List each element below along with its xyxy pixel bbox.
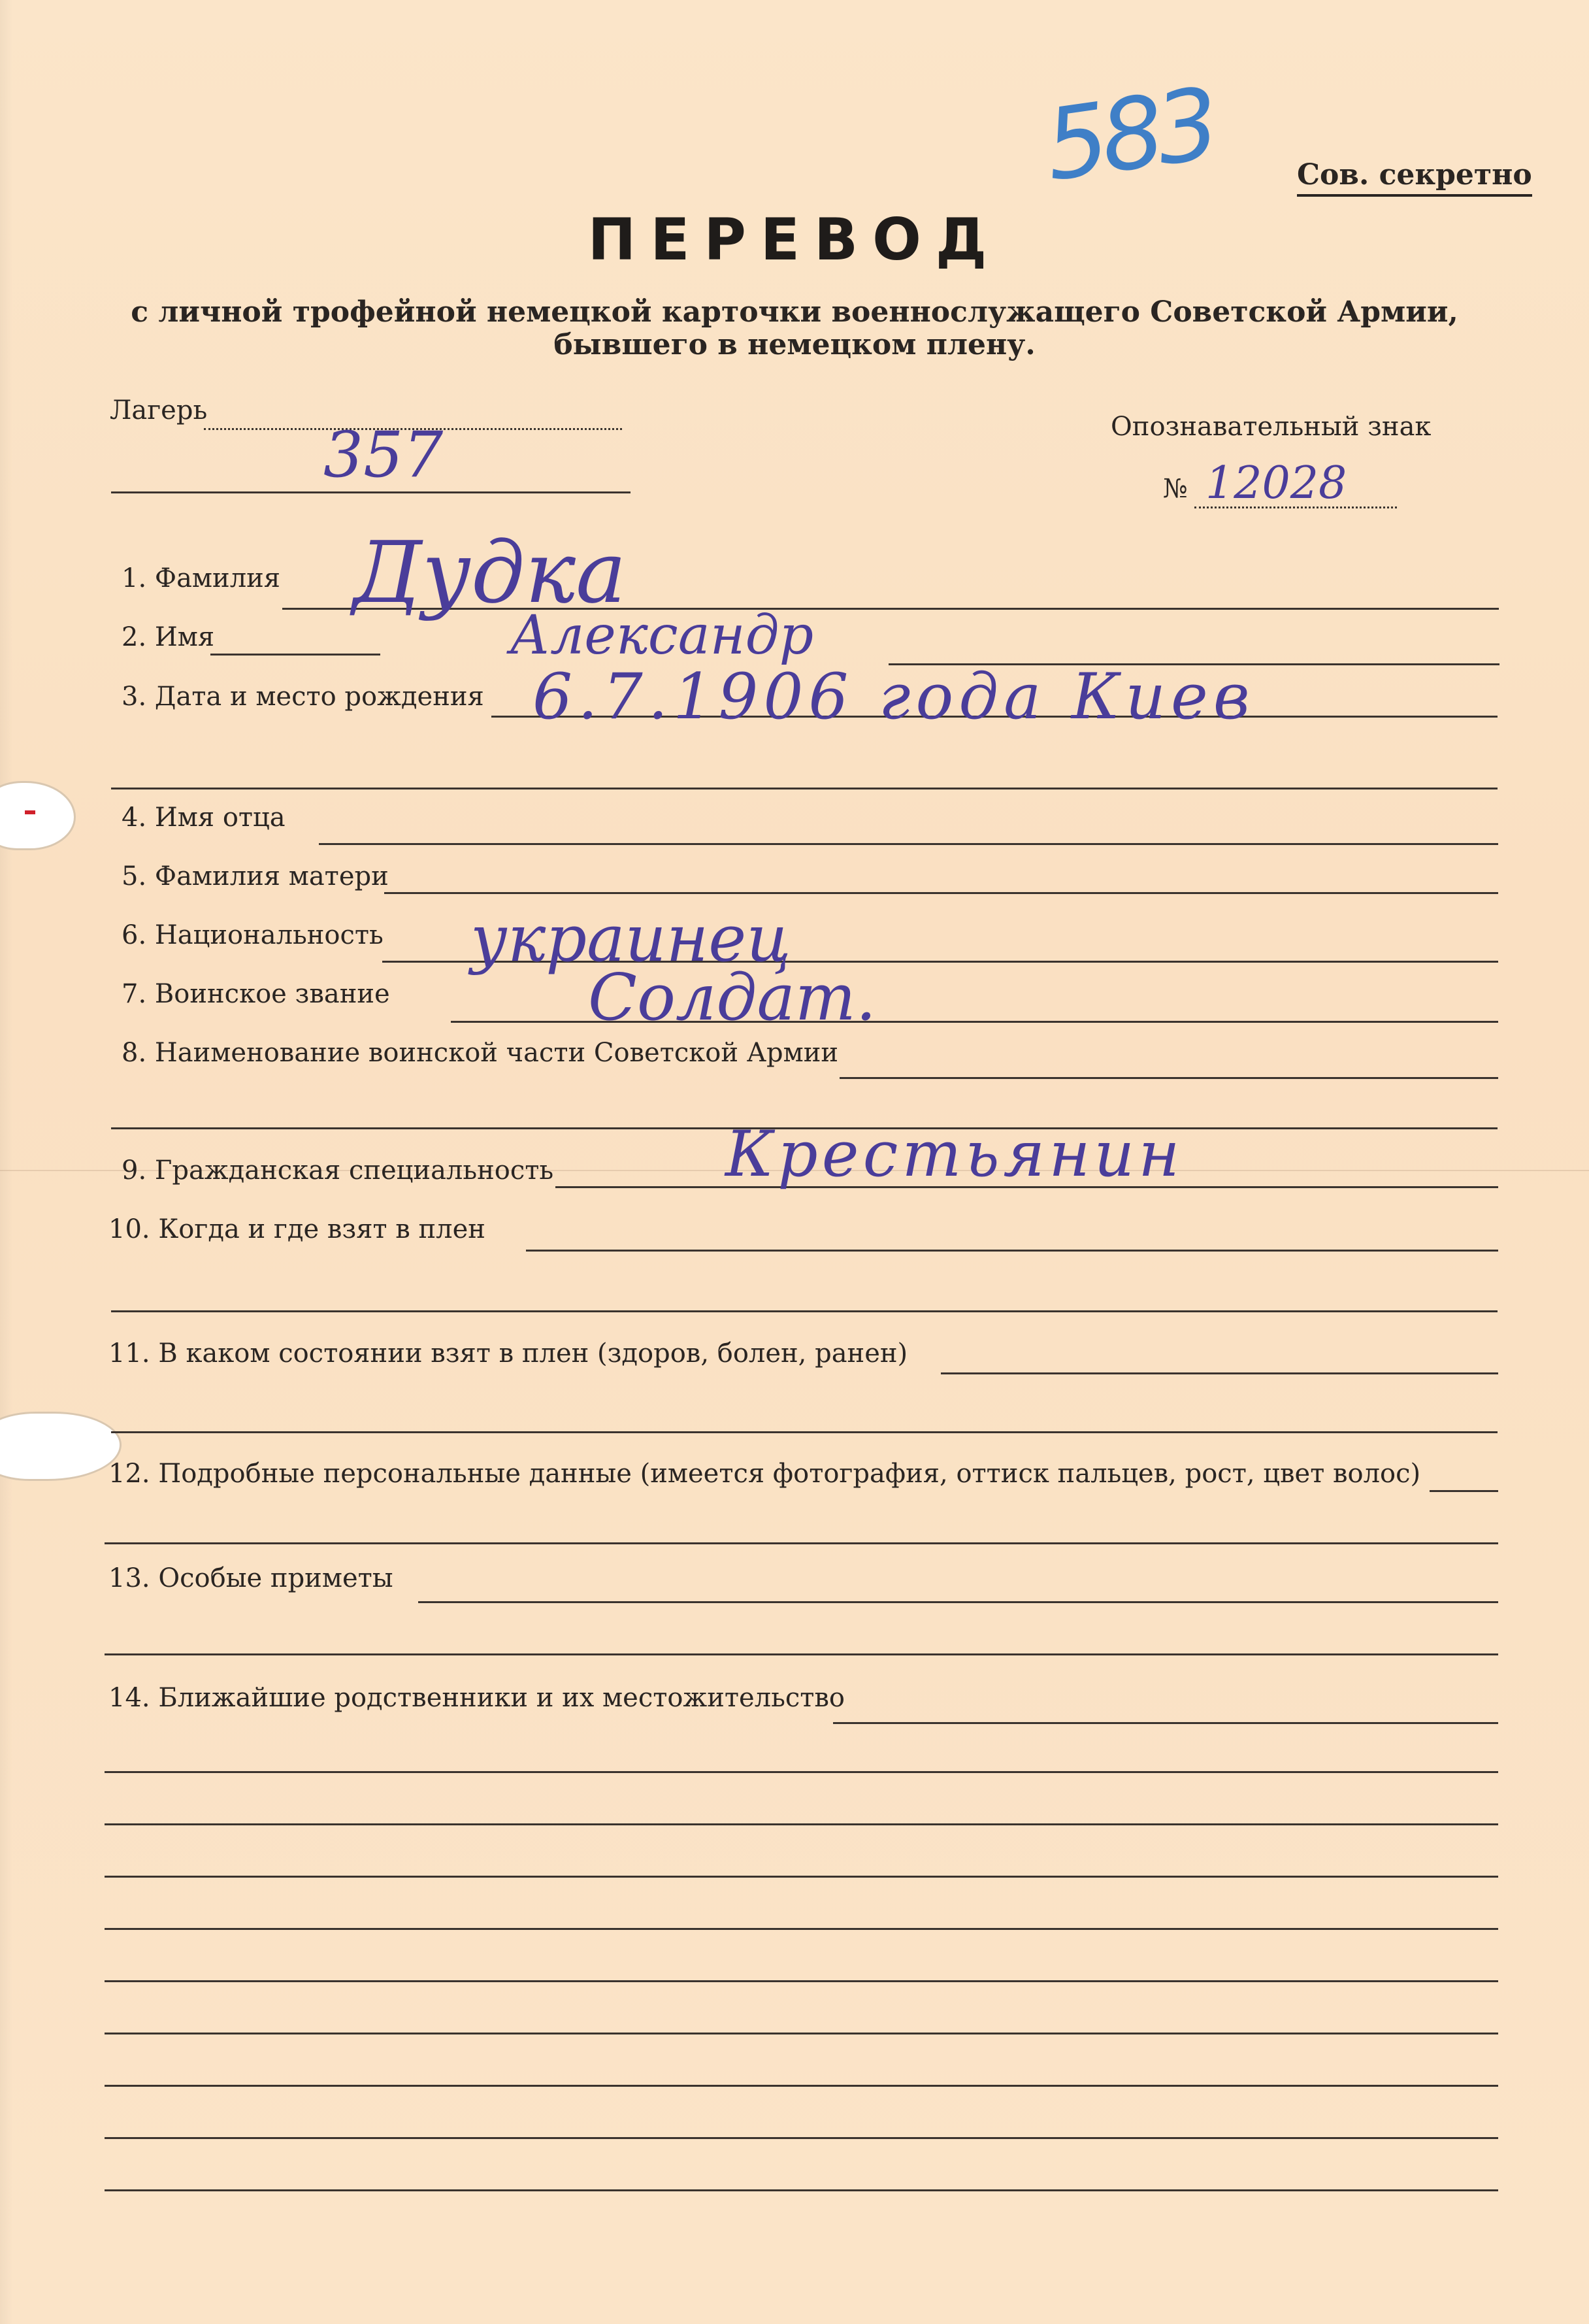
field-3-value: 6.7.1906 года Киев <box>532 660 1255 733</box>
document-title: ПЕРЕВОД <box>587 206 1002 273</box>
id-no-label: № <box>1163 474 1188 504</box>
punch-hole-top <box>0 781 76 850</box>
field-8-line <box>840 1077 1498 1079</box>
field-5-line <box>384 892 1498 894</box>
field-11-line <box>941 1372 1498 1374</box>
field-3-line-2 <box>111 788 1498 789</box>
field-12-line-2 <box>105 1542 1498 1544</box>
red-mark <box>25 810 35 814</box>
id-value: 12028 <box>1205 457 1347 509</box>
field-10-label: 10. Когда и где взят в плен <box>108 1214 485 1244</box>
field-2-label: 2. Имя <box>122 622 215 652</box>
field-13-line-2 <box>105 1653 1498 1655</box>
field-14-line <box>833 1722 1498 1724</box>
field-13-label: 13. Особые приметы <box>108 1563 393 1593</box>
blank-line <box>105 2085 1498 2087</box>
blank-line <box>105 2137 1498 2139</box>
field-13-line <box>418 1601 1498 1603</box>
field-6-value: украинец <box>470 902 791 976</box>
field-2-line-a <box>210 654 380 656</box>
blank-line <box>105 1823 1498 1825</box>
field-12-line <box>1430 1490 1498 1492</box>
field-7-label: 7. Воинское звание <box>122 979 390 1009</box>
field-1-label: 1. Фамилия <box>122 563 281 593</box>
field-4-label: 4. Имя отца <box>122 803 286 833</box>
field-11-label: 11. В каком состоянии взят в плен (здоров, болен, ранен) <box>108 1338 908 1369</box>
blank-line <box>105 2189 1498 2191</box>
field-5-label: 5. Фамилия матери <box>122 861 389 891</box>
blank-line <box>105 2033 1498 2034</box>
camp-label: Лагерь <box>110 395 208 425</box>
field-11-line-2 <box>111 1431 1498 1433</box>
blank-line <box>105 1980 1498 1982</box>
punch-hole-bottom <box>0 1412 122 1481</box>
field-7-value: Солдат. <box>588 961 876 1035</box>
field-9-label: 9. Гражданская специальность <box>122 1155 554 1186</box>
field-12-label: 12. Подробные персональные данные (имеется фотография, оттиск пальцев, рост, цвет волос) <box>108 1459 1421 1489</box>
field-9-value: Крестьянин <box>725 1118 1184 1191</box>
subtitle-line-2: бывшего в немецком плену. <box>553 328 1036 361</box>
blank-line <box>105 1928 1498 1930</box>
field-4-line <box>319 843 1498 845</box>
camp-line-2 <box>111 491 631 493</box>
camp-value: 357 <box>323 418 444 491</box>
blank-line <box>105 1876 1498 1878</box>
classification-label: Сов. секретно <box>1297 158 1532 197</box>
field-2-value: Александр <box>510 605 814 667</box>
subtitle-line-1: с личной трофейной немецкой карточки военнослужащего Советской Армии, <box>131 295 1458 329</box>
field-10-line-2 <box>111 1310 1498 1312</box>
blank-line <box>105 1771 1498 1773</box>
id-label: Опознавательный знак <box>1111 412 1432 442</box>
field-6-label: 6. Национальность <box>122 920 384 950</box>
field-14-label: 14. Ближайшие родственники и их местожительство <box>108 1683 845 1713</box>
field-8-label: 8. Наименование воинской части Советской Армии <box>122 1038 839 1068</box>
field-3-label: 3. Дата и место рождения <box>122 682 484 712</box>
field-10-line <box>526 1250 1498 1252</box>
handwritten-number: 583 <box>1038 67 1220 203</box>
field-1-value: Дудка <box>353 523 627 622</box>
